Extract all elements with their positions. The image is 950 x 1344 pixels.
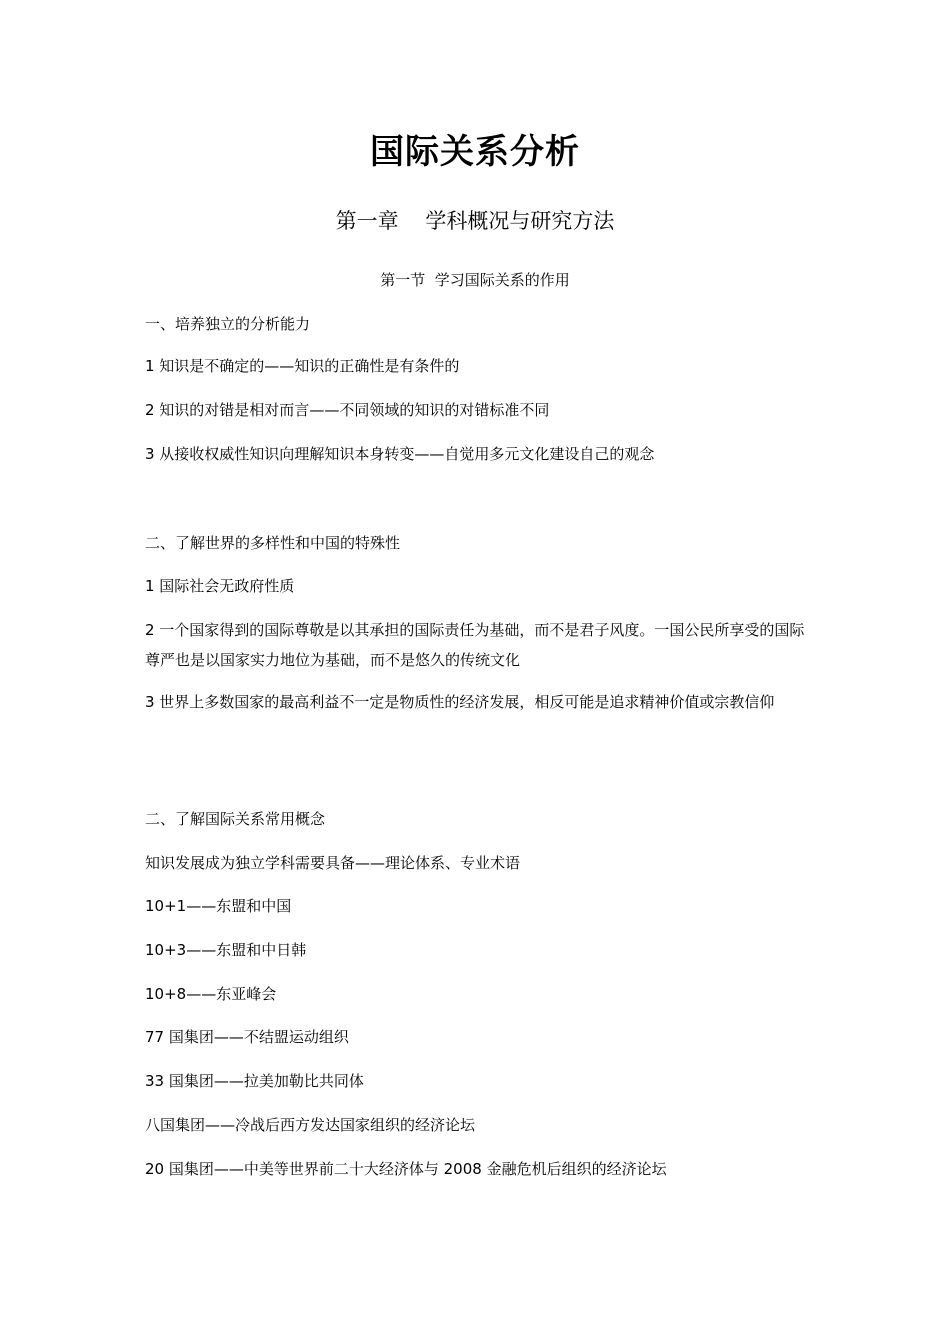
paragraph: 2 一个国家得到的国际尊敬是以其承担的国际责任为基础，而不是君子风度。一国公民所享受的国际尊严也是以国家实力地位为基础，而不是悠久的传统文化 [145,621,805,669]
list-item: 20 国集团——中美等世界前二十大经济体与 2008 金融危机后组织的经济论坛 [145,1160,667,1178]
list-item: 10+1——东盟和中国 [145,897,292,915]
list-item: 10+3——东盟和中日韩 [145,941,307,959]
paragraph: 3 从接收权威性知识向理解知识本身转变——自觉用多元文化建设自己的观念 [145,445,655,463]
paragraph: 2 知识的对错是相对而言——不同领域的知识的对错标准不同 [145,401,550,419]
paragraph: 1 国际社会无政府性质 [145,577,295,595]
paragraph: 知识发展成为独立学科需要具备——理论体系、专业术语 [145,854,521,872]
heading-2: 二、了解世界的多样性和中国的特殊性 [145,534,401,552]
list-item: 77 国集团——不结盟运动组织 [145,1028,349,1046]
list-item: 10+8——东亚峰会 [145,985,277,1003]
paragraph: 3 世界上多数国家的最高利益不一定是物质性的经济发展，相反可能是追求精神价值或宗教信仰 [145,693,775,711]
chapter-heading: 第一章 学科概况与研究方法 [335,209,615,233]
paragraph: 1 知识是不确定的——知识的正确性是有条件的 [145,357,460,375]
list-item: 33 国集团——拉美加勒比共同体 [145,1072,364,1090]
section-heading: 第一节 学习国际关系的作用 [380,271,570,289]
list-item: 八国集团——冷战后西方发达国家组织的经济论坛 [145,1116,476,1134]
document-title: 国际关系分析 [370,132,580,172]
heading-3: 二、了解国际关系常用概念 [145,810,326,828]
heading-1: 一、培养独立的分析能力 [145,315,311,333]
